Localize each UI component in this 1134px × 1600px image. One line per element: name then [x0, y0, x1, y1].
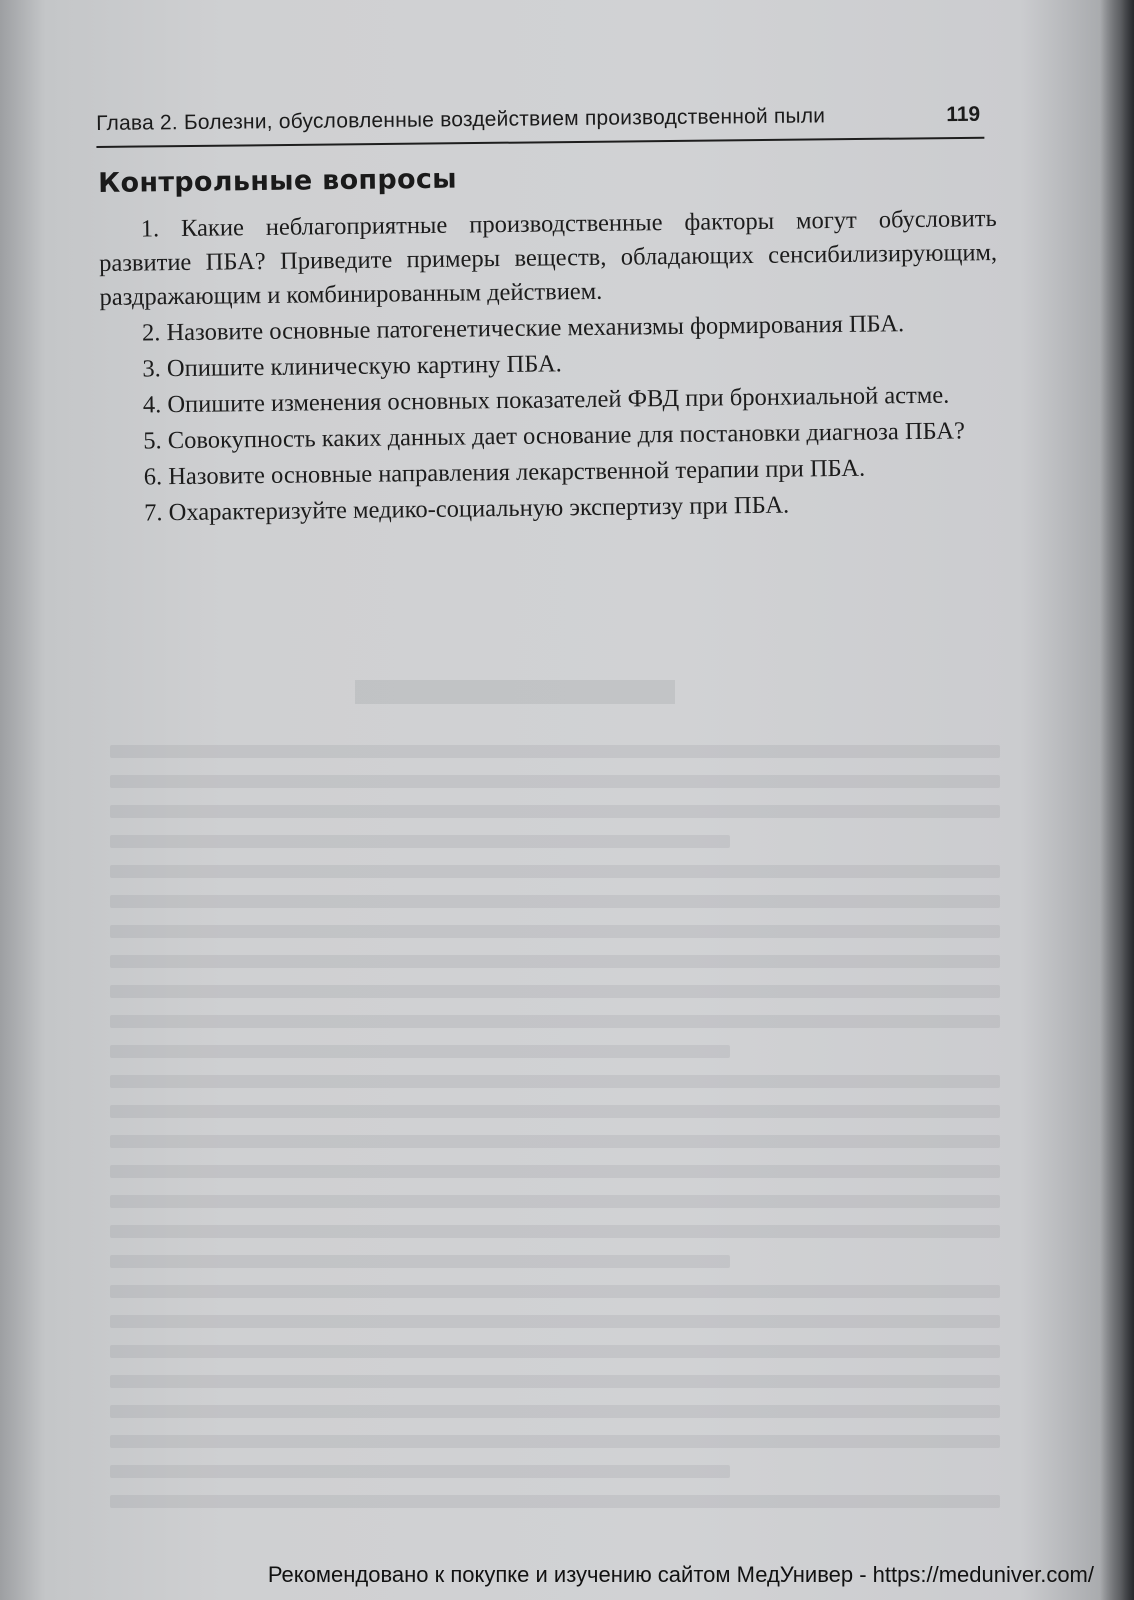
- bleed-line: [110, 925, 1000, 938]
- bleed-line: [110, 1435, 1000, 1448]
- section-title: Контрольные вопросы: [98, 163, 458, 199]
- question-item: 3. Опишите клиническую картину ПБА.: [142, 350, 562, 383]
- question-item: 5. Совокупность каких данных дает основание для постановки диагноза ПБА?: [143, 417, 966, 455]
- bleed-line: [110, 745, 1000, 758]
- bleed-line: [110, 1375, 1000, 1388]
- chapter-title: Глава 2. Болезни, обусловленные воздействием производственной пыли: [96, 104, 826, 135]
- question-item: 7. Охарактеризуйте медико-социальную экспертизу при ПБА.: [144, 491, 790, 527]
- bleed-line: [110, 1285, 1000, 1298]
- bleed-line: [110, 1105, 1000, 1118]
- bleed-line: [110, 1345, 1000, 1358]
- question-item: 1. Какие неблагоприятные производственные факторы могут обусловить развитие ПБА? Приведите примеры веществ, обладающих сенсибилизирующим, раздражающим и комбинированным действием.: [99, 205, 998, 311]
- question-item: 4. Опишите изменения основных показателей ФВД при бронхиальной астме.: [142, 381, 950, 419]
- bleed-line: [110, 1075, 1000, 1088]
- bleed-line: [110, 805, 1000, 818]
- questions-list: [99, 202, 1001, 531]
- bleed-line: [110, 955, 1000, 968]
- question-item: 6. Назовите основные направления лекарственной терапии при ПБА.: [143, 454, 866, 491]
- bleed-line: [110, 1465, 730, 1478]
- bleed-line: [110, 835, 730, 848]
- control-questions-section: [98, 157, 1000, 533]
- bleed-line: [110, 1225, 1000, 1238]
- running-header: [96, 97, 984, 148]
- question-item: 2. Назовите основные патогенетические механизмы формирования ПБА.: [141, 310, 905, 347]
- bleed-line: [110, 1135, 1000, 1148]
- page-number: 119: [946, 102, 981, 127]
- footer-watermark: Рекомендовано к покупке и изучению сайтом МедУнивер - https://meduniver.com/: [267, 1562, 1094, 1587]
- bleed-line: [110, 1495, 1000, 1508]
- bleed-line: [110, 1195, 1000, 1208]
- bleed-line: [110, 895, 1000, 908]
- bleed-line: [110, 1165, 1000, 1178]
- bleed-through-heading: [355, 680, 675, 704]
- bleed-line: [110, 1045, 730, 1058]
- bleed-line: [110, 775, 1000, 788]
- bleed-line: [110, 1405, 1000, 1418]
- bleed-line: [110, 985, 1000, 998]
- bleed-line: [110, 865, 1000, 878]
- bleed-line: [110, 1015, 1000, 1028]
- bleed-line: [110, 1315, 1000, 1328]
- bleed-line: [110, 1255, 730, 1268]
